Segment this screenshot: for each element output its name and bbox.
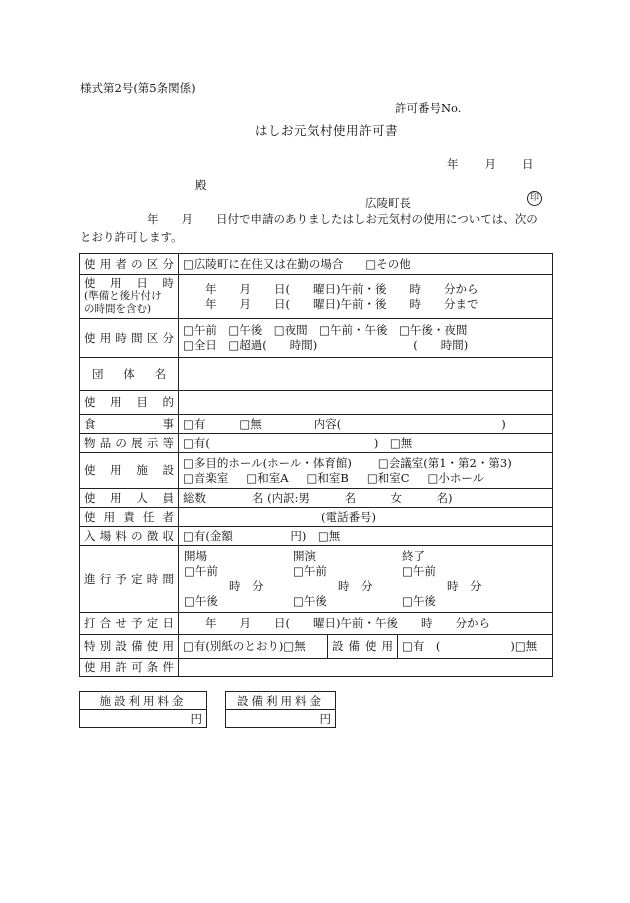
body-text-line1: 年 月 日付で申請のありましたはしお元気村の使用については、次の bbox=[147, 212, 538, 226]
facility-fee-value[interactable]: 円 bbox=[80, 710, 207, 728]
checkbox-resident[interactable]: □広陵町に在住又は在勤の場合 bbox=[183, 256, 344, 271]
value-food bbox=[179, 415, 553, 434]
label-admission: 入場料の徴収 bbox=[80, 527, 179, 546]
issue-date bbox=[447, 156, 534, 172]
body-text-line2: とおり許可します。 bbox=[80, 230, 183, 244]
schedule-start-label: 開演 bbox=[293, 549, 316, 563]
label-user-category: 使用者の区分 bbox=[80, 254, 179, 275]
label-facility: 使 用 施 設 bbox=[80, 453, 179, 489]
schedule-end-am: □午前 bbox=[402, 564, 436, 578]
schedule-open-am: □午前 bbox=[184, 564, 218, 578]
value-purpose[interactable] bbox=[179, 391, 553, 415]
value-responsible[interactable]: (電話番号) bbox=[179, 508, 553, 527]
label-food: 食 事 bbox=[80, 415, 179, 434]
date-month: 月 bbox=[484, 157, 496, 171]
date-year: 年 bbox=[447, 157, 459, 171]
schedule-open-time: 時 分 bbox=[229, 579, 264, 593]
row-exhibit bbox=[80, 434, 553, 453]
label-equipment-use: 設備使用 bbox=[327, 635, 397, 659]
label-special-equipment: 特別設備使用 bbox=[80, 635, 179, 659]
schedule-end-time: 時 分 bbox=[447, 579, 482, 593]
seal-icon: 印 bbox=[527, 191, 542, 206]
value-special-equipment[interactable]: □有(別紙のとおり)□無 bbox=[179, 635, 328, 659]
schedule-start-pm: □午後 bbox=[293, 594, 327, 608]
label-conditions: 使用許可条件 bbox=[80, 659, 179, 677]
value-people[interactable]: 総数 名 (内訳:男 名 女 名) bbox=[179, 489, 553, 508]
document-title: はしお元気村使用許可書 bbox=[255, 123, 399, 138]
value-schedule bbox=[179, 546, 553, 613]
value-exhibit bbox=[179, 434, 553, 453]
row-schedule bbox=[80, 546, 553, 613]
row-time-slot bbox=[80, 319, 553, 358]
schedule-end-label: 終了 bbox=[402, 549, 425, 563]
row-group bbox=[80, 358, 553, 391]
date-day: 日 bbox=[522, 157, 534, 171]
label-schedule: 進行予定時間 bbox=[80, 546, 179, 613]
value-admission[interactable]: □有(金額 円) □無 bbox=[179, 527, 553, 546]
equipment-use-no[interactable]: )□無 bbox=[510, 639, 538, 653]
row-user-category bbox=[80, 254, 553, 275]
value-datetime bbox=[179, 275, 553, 319]
food-content-open: 内容( bbox=[313, 416, 342, 431]
equipment-fee-label: 設備利用料金 bbox=[226, 692, 336, 710]
datetime-from[interactable]: 年 月 日( 曜日)午前・後 時 分から bbox=[205, 281, 479, 296]
schedule-start[interactable] bbox=[289, 549, 398, 609]
label-meeting: 打合せ予定日 bbox=[80, 613, 179, 635]
permit-table bbox=[79, 253, 553, 677]
checkbox-washitsu-c[interactable]: □和室C bbox=[366, 470, 410, 485]
value-time-slot bbox=[179, 319, 553, 358]
time-slot-extra-hours[interactable]: ( 時間) bbox=[413, 338, 469, 352]
value-conditions[interactable] bbox=[179, 659, 553, 677]
mayor-title: 広陵町長 bbox=[365, 196, 411, 210]
label-time-slot: 使用時間区分 bbox=[80, 319, 179, 358]
label-datetime-main: 使 用 日 時 bbox=[84, 276, 174, 290]
datetime-to[interactable]: 年 月 日( 曜日)午前・後 時 分まで bbox=[205, 296, 479, 311]
equipment-use-yes[interactable]: □有 ( bbox=[401, 639, 441, 653]
addressee-honorific: 殿 bbox=[195, 178, 207, 192]
row-special-equipment bbox=[80, 635, 553, 659]
checkbox-exhibit-no[interactable]: ) □無 bbox=[373, 435, 413, 450]
row-datetime bbox=[80, 275, 553, 319]
food-content-close: ) bbox=[501, 416, 506, 431]
checkbox-exhibit-yes[interactable]: □有( bbox=[183, 435, 210, 450]
label-exhibit: 物品の展示等 bbox=[80, 434, 179, 453]
label-group: 団 体 名 bbox=[80, 358, 179, 391]
facility-fee-box bbox=[79, 691, 207, 728]
schedule-open-pm: □午後 bbox=[184, 594, 218, 608]
checkbox-multipurpose-hall[interactable]: □多目的ホール(ホール・体育館) bbox=[183, 455, 352, 470]
row-facility bbox=[80, 453, 553, 489]
schedule-open[interactable] bbox=[179, 549, 289, 609]
row-conditions bbox=[80, 659, 553, 677]
row-people bbox=[80, 489, 553, 508]
permit-number-label: 許可番号No. bbox=[395, 101, 462, 115]
value-meeting[interactable]: 年 月 日( 曜日)午前・午後 時 分から bbox=[179, 613, 553, 635]
checkbox-small-hall[interactable]: □小ホール bbox=[427, 470, 485, 485]
checkbox-meeting-room[interactable]: □会議室(第1・第2・第3) bbox=[377, 455, 512, 470]
row-admission bbox=[80, 527, 553, 546]
label-datetime-note1: (準備と後片付け bbox=[84, 290, 162, 302]
checkbox-other[interactable]: □その他 bbox=[365, 256, 411, 271]
label-datetime-note2: の時間を含む) bbox=[84, 303, 152, 315]
checkbox-washitsu-a[interactable]: □和室A bbox=[246, 470, 289, 485]
row-purpose bbox=[80, 391, 553, 415]
schedule-end-pm: □午後 bbox=[402, 594, 436, 608]
checkbox-food-yes[interactable]: □有 bbox=[183, 416, 206, 431]
row-meeting bbox=[80, 613, 553, 635]
label-datetime bbox=[80, 275, 179, 319]
checkbox-food-no[interactable]: □無 bbox=[239, 416, 262, 431]
value-user-category bbox=[179, 254, 553, 275]
value-equipment-use[interactable] bbox=[397, 635, 552, 659]
equipment-fee-value[interactable]: 円 bbox=[226, 710, 336, 728]
schedule-open-label: 開場 bbox=[184, 549, 207, 563]
label-people: 使 用 人 員 bbox=[80, 489, 179, 508]
time-slot-full-day[interactable]: □全日 □超過( 時間) bbox=[183, 338, 318, 352]
label-responsible: 使 用 責 任 者 bbox=[80, 508, 179, 527]
schedule-start-am: □午前 bbox=[293, 564, 327, 578]
equipment-fee-box bbox=[225, 691, 336, 728]
schedule-end[interactable] bbox=[398, 549, 512, 609]
row-food bbox=[80, 415, 553, 434]
value-group[interactable] bbox=[179, 358, 553, 391]
time-slot-options[interactable]: □午前 □午後 □夜間 □午前・午後 □午後・夜間 bbox=[183, 323, 468, 337]
label-purpose: 使 用 目 的 bbox=[80, 391, 179, 415]
schedule-start-time: 時 分 bbox=[338, 579, 373, 593]
value-facility bbox=[179, 453, 553, 489]
form-number: 様式第2号(第5条関係) bbox=[80, 81, 196, 95]
facility-fee-label: 施設利用料金 bbox=[80, 692, 207, 710]
row-responsible bbox=[80, 508, 553, 527]
checkbox-music-room[interactable]: □音楽室 bbox=[183, 470, 229, 485]
checkbox-washitsu-b[interactable]: □和室B bbox=[306, 470, 349, 485]
